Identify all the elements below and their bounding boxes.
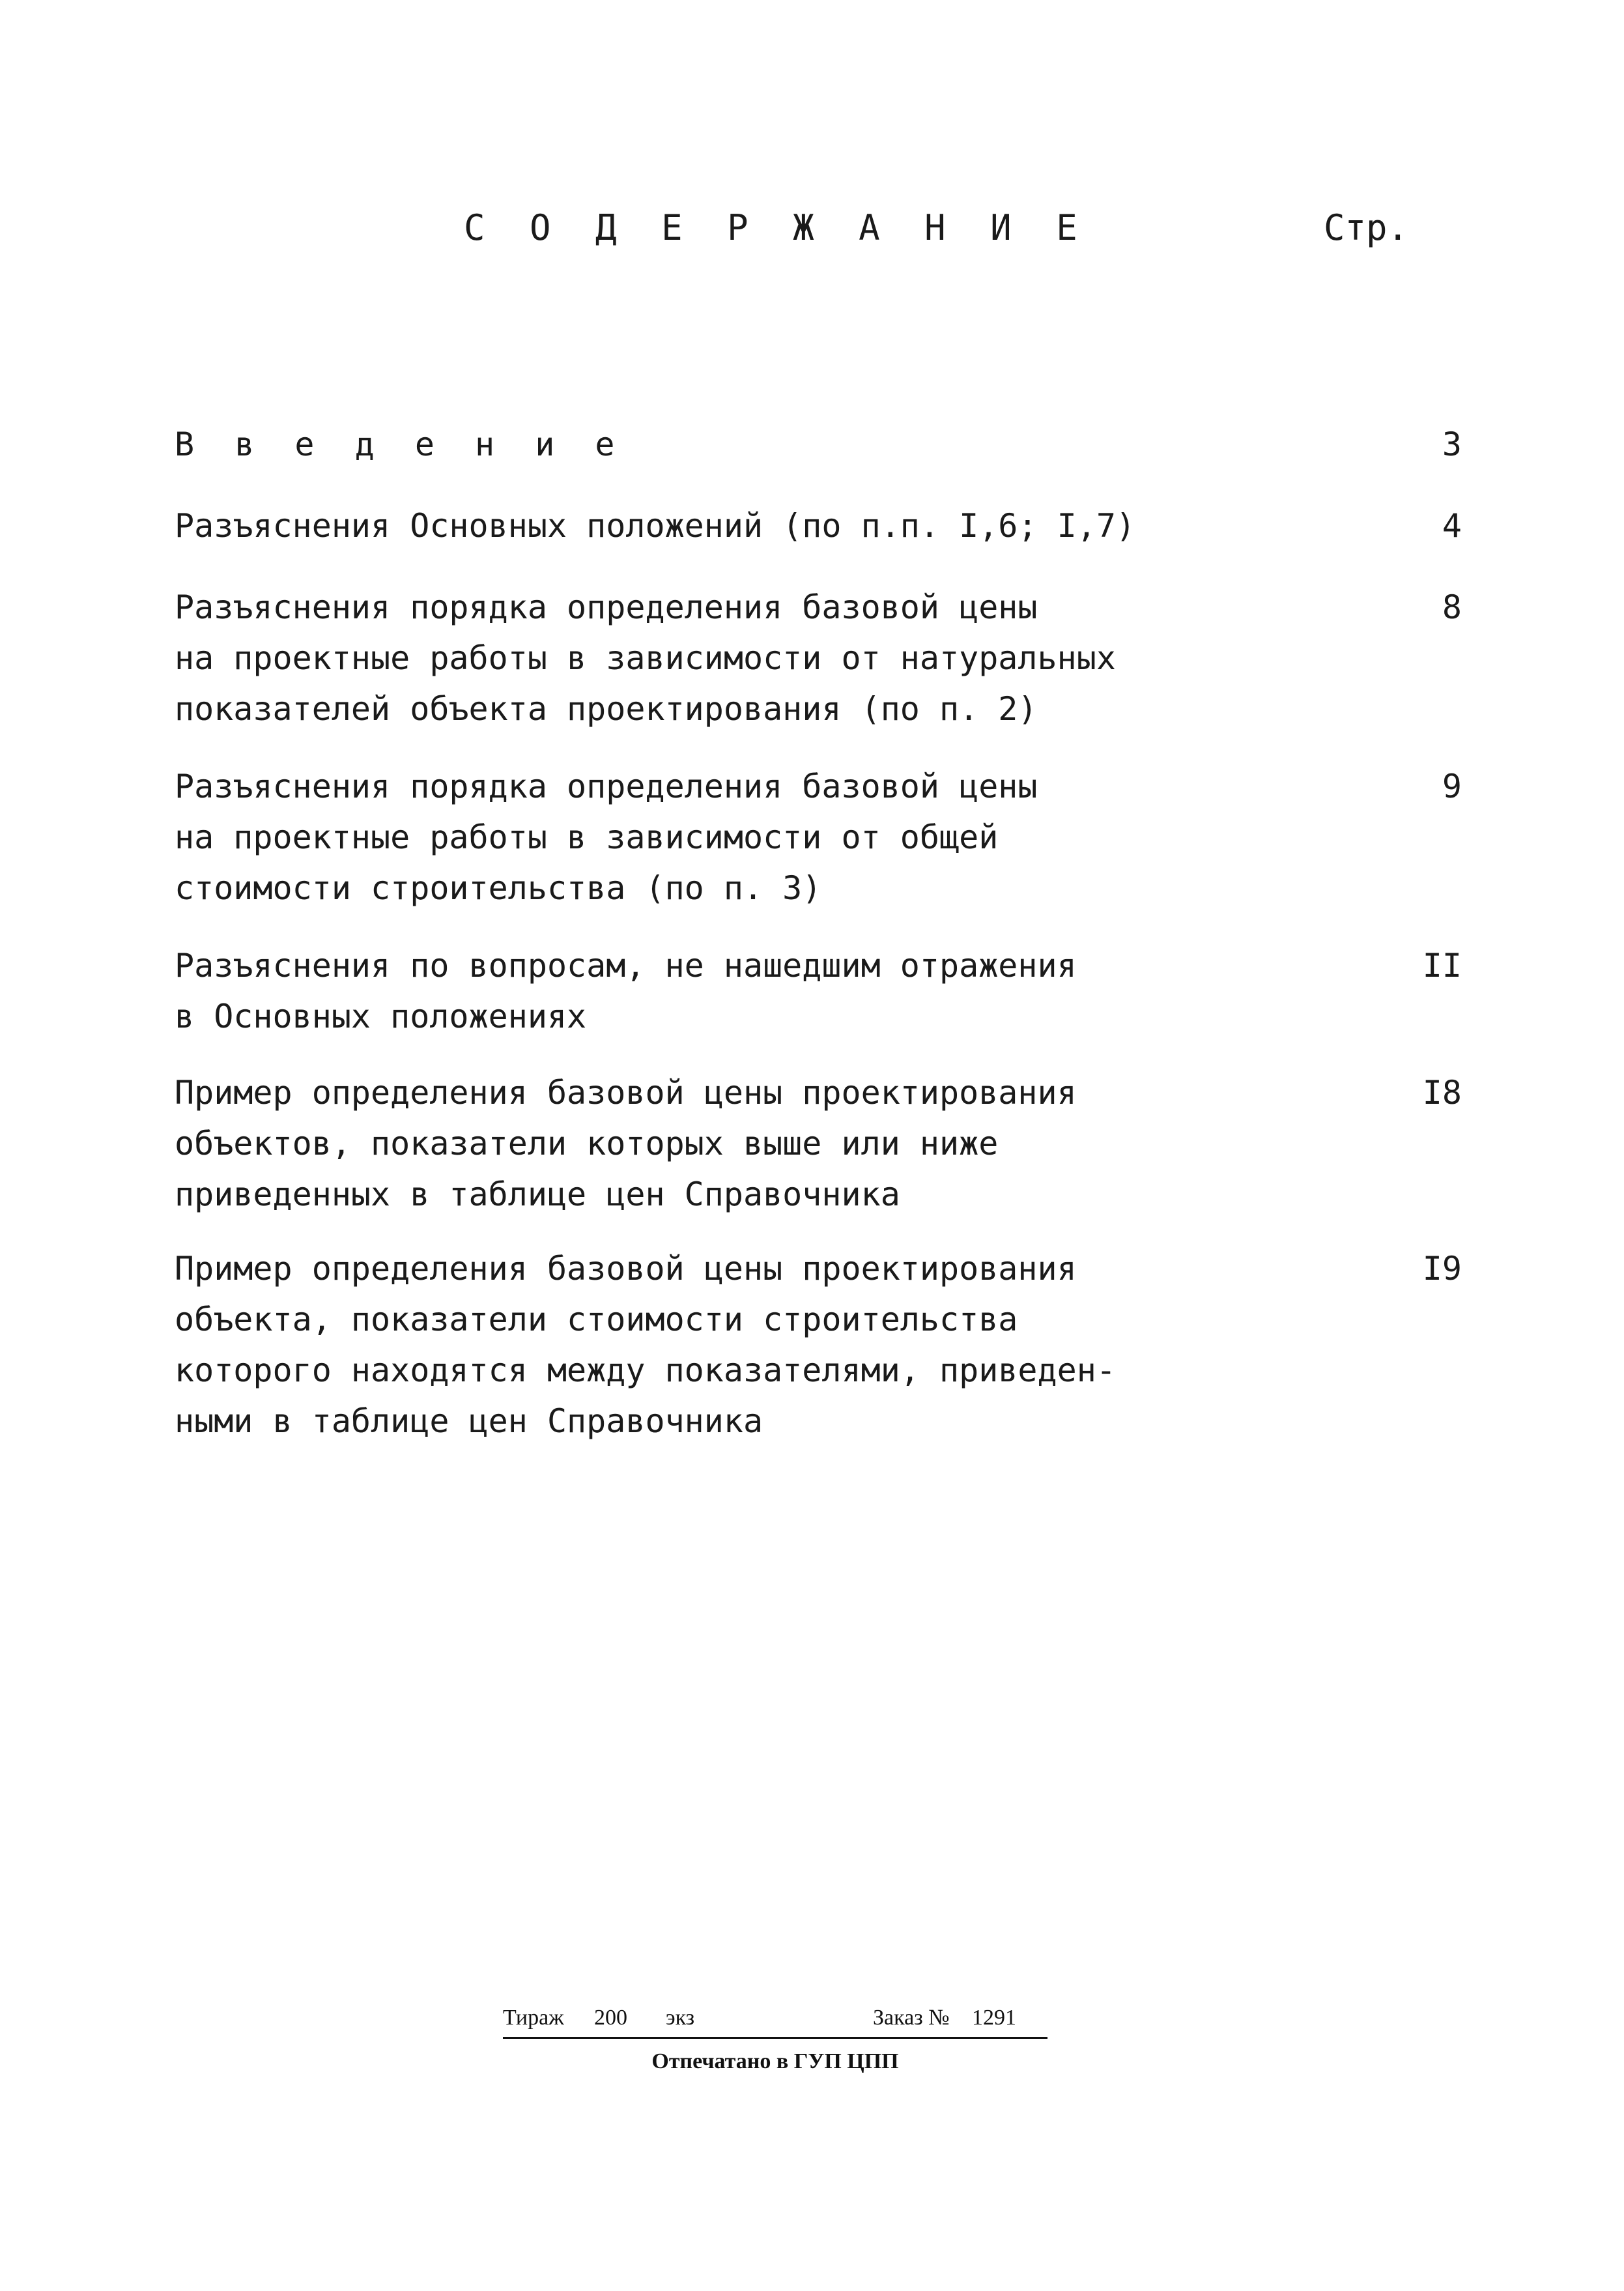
- toc-entry: [175, 500, 1477, 551]
- toc-entry-text: В в е д е н и е: [175, 425, 625, 463]
- page-column-header: Стр.: [1324, 207, 1409, 248]
- toc-entry-text: Разъяснения порядка определения базовой цены: [175, 588, 1038, 626]
- toc-entry-text: Разъяснения по вопросам, не нашедшим отражения: [175, 947, 1077, 985]
- tirazh-label: Тираж: [503, 2006, 564, 2030]
- toc-page-number: II: [1422, 947, 1462, 985]
- toc-entry: [175, 1243, 1477, 1447]
- toc-page-number: I9: [1422, 1250, 1462, 1288]
- toc-entry-text: Разъяснения Основных положений (по п.п. I,6; I,7): [175, 507, 1136, 545]
- toc-page-number: 8: [1442, 588, 1462, 626]
- toc-entry: [175, 1067, 1477, 1220]
- toc-entry-text: в Основных положениях: [175, 998, 587, 1035]
- toc-entry-text: объектов, показатели которых выше или ниже: [175, 1125, 999, 1162]
- toc-entry-text: на проектные работы в зависимости от натуральных: [175, 639, 1116, 677]
- toc-page-number: 4: [1442, 507, 1462, 545]
- imprint: [503, 2006, 1047, 2074]
- tirazh-unit: экз: [666, 2006, 695, 2030]
- toc-entry: [175, 940, 1477, 1042]
- toc-page-number: 9: [1442, 768, 1462, 805]
- order-label: Заказ №: [873, 2006, 950, 2030]
- toc-entry-text: Разъяснения порядка определения базовой цены: [175, 768, 1038, 805]
- toc-entry: [175, 419, 1477, 470]
- imprint-line: [503, 2006, 1047, 2039]
- tirazh-value: 200: [594, 2006, 627, 2030]
- toc-entry-text: Пример определения базовой цены проектирования: [175, 1074, 1077, 1112]
- page-title: С О Д Е Р Ж А Н И Е: [464, 207, 1089, 248]
- toc-entry-text: стоимости строительства (по п. 3): [175, 869, 822, 907]
- toc-entry-text: на проектные работы в зависимости от общей: [175, 818, 999, 856]
- toc-entry: [175, 582, 1477, 734]
- toc-page-number: 3: [1442, 425, 1462, 463]
- toc-entry-text: ными в таблице цен Справочника: [175, 1402, 763, 1440]
- toc-page-number: I8: [1422, 1074, 1462, 1112]
- toc-entry: [175, 761, 1477, 914]
- printed-by: Отпечатано в ГУП ЦПП: [651, 2049, 899, 2073]
- toc-entry-text: которого находятся между показателями, приведен-: [175, 1351, 1116, 1389]
- toc-entry-text: показателей объекта проектирования (по п. 2): [175, 690, 1038, 728]
- toc-entry-text: Пример определения базовой цены проектирования: [175, 1250, 1077, 1288]
- toc-entry-text: приведенных в таблице цен Справочника: [175, 1175, 900, 1213]
- order-value: 1291: [972, 2006, 1016, 2030]
- toc-entry-text: объекта, показатели стоимости строительства: [175, 1301, 1018, 1338]
